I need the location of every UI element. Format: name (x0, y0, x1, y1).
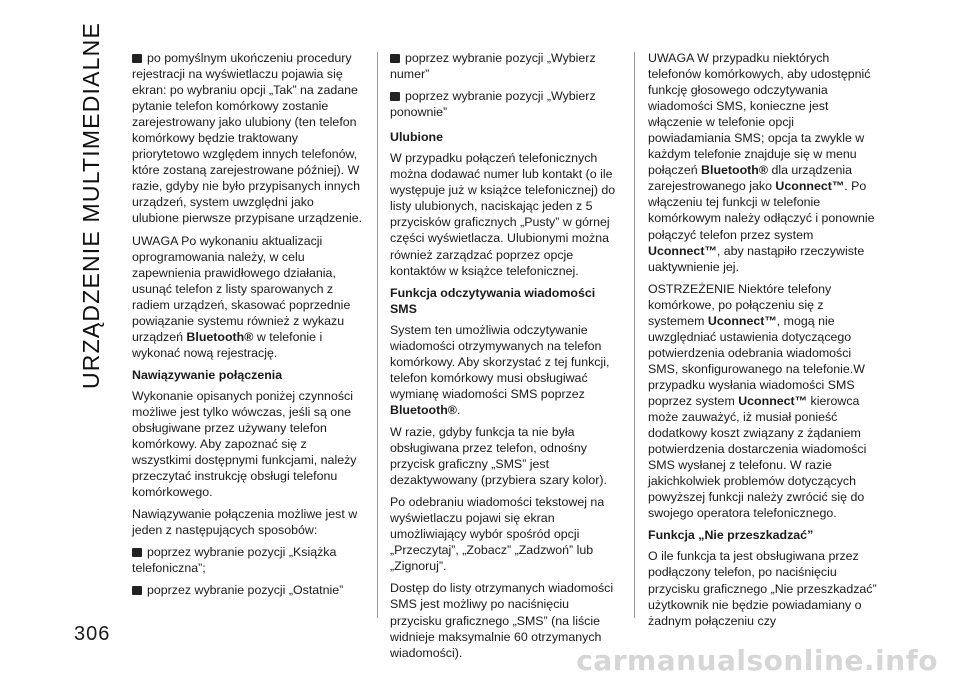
column-divider (377, 52, 378, 618)
heading-calls: Nawiązywanie połączenia (132, 367, 283, 382)
paragraph: OSTRZEŻENIE Niektóre telefony komórkowe, po połączeniu się z systemem Uconnect™, mogą nie uwzględniać ustawienia dotyczącego potwierdzenia odebrania wiadomości SMS, skonfigurowanego na telefonie.W przypadku wysłania wiadomości SMS poprzez system Uconnect™ kierowca może zauważyć, iż musiał ponieść dodatkowy koszt związany z żądaniem potwierdzenia dostarczenia wiadomości SMS wysłanej z telefonu. W razie jakichkolwiek problemów dotyczących powyższej funkcji należy zwrócić się do swojego operatora telefonicznego. (648, 281, 867, 521)
paragraph: W przypadku połączeń telefonicznych można dodawać numer lub kontakt (o ile występuje już w książce telefonicznej) do listy ulubionych, naciskając jeden z 5 przycisków graficznych „Pusty” w górnej części wyświetlacza. Ulubionymi można również zarządzać poprzez opcje kontaktów w książce telefonicznej. (390, 151, 616, 278)
bullet-square-icon (132, 548, 142, 557)
bullet-item: poprzez wybranie pozycji „Wybierz ponownie” (390, 89, 596, 120)
paragraph: UWAGA W przypadku niektórych telefonów komórkowych, aby udostępnić funkcję głosowego odczytywania wiadomości SMS, konieczne jest włączenie w telefonie opcji powiadamiania SMS; opcja ta zwykle w każdym telefonie znajduje się w menu połączeń Bluetooth® dla urządzenia zarejestrowanego jako Uconnect™. Po włączeniu tej funkcji w telefonie komórkowym należy odłączyć i ponownie połączyć telefon przez system Uconnect™, aby nastąpiło rzeczywiste uaktywnienie jej. (648, 51, 875, 274)
paragraph: System ten umożliwia odczytywanie wiadomości otrzymywanych na telefon komórkowy. Aby skorzystać z tej funkcji, telefon komórkowy musi obsługiwać wymianę wiadomości SMS poprzez Bluetooth®. (390, 322, 610, 417)
paragraph: O ile funkcja ta jest obsługiwana przez podłączony telefon, po naciśnięciu przycisku graficznego „Nie przeszkadzać” użytkownik nie będzie powiadamiany o żadnym połączeniu czy (648, 549, 877, 628)
column-divider (634, 52, 635, 618)
paragraph: Nawiązywanie połączenia możliwe jest w jeden z następujących sposobów: (132, 507, 358, 538)
bullet-item: poprzez wybranie pozycji „Książka telefoniczna”; (132, 545, 337, 576)
column-1 (132, 50, 364, 605)
bullet-square-icon (390, 54, 400, 63)
column-2 (390, 50, 622, 667)
paragraph: W razie, gdyby funkcja ta nie była obsługiwana przez telefon, odnośny przycisk graficzny „SMS” jest dezaktywowany (przybiera szary kolor). (390, 424, 607, 488)
bullet-square-icon (390, 92, 400, 101)
paragraph: Po odebraniu wiadomości tekstowej na wyświetlaczu pojawi się ekran umożliwiający wybór spośród opcji „Przeczytaj”, „Zobacz” „Zadzwoń” lub „Zignoruj”. (390, 495, 605, 574)
bullet-item: poprzez wybranie pozycji „Wybierz numer” (390, 51, 596, 82)
section-title (62, 21, 122, 389)
paragraph: Dostęp do listy otrzymanych wiadomości SMS jest możliwy po naciśnięciu przycisku graficznego „SMS” (na liście widnieje maksymalnie 60 otrzymanych wiadomości). (390, 581, 614, 660)
column-3 (648, 50, 880, 635)
bullet-square-icon (132, 54, 142, 63)
bullet-item: poprzez wybranie pozycji „Ostatnie” (132, 582, 364, 598)
heading-do-not-disturb: Funkcja „Nie przeszkadzać” (648, 528, 814, 543)
page-number: 306 (74, 623, 111, 645)
heading-favourites: Ulubione (390, 130, 443, 145)
heading-sms-reader: Funkcja odczytywania wiadomości SMS (390, 285, 596, 316)
section-title-text: URZĄDZENIE MULTIMEDIALNE (78, 21, 105, 389)
bullet-item: po pomyślnym ukończeniu procedury rejestracji na wyświetlaczu pojawia się ekran: po wybraniu opcji „Tak” na zadane pytanie telefon komórkowy zostanie zarejestrowany jako ulubiony (ten telefon komórkowy będzie traktowany priorytetowo względem innych telefonów, które zostaną zarejestrowane później). W razie, gdyby nie było przypisanych innych urządzeń, system uwzględni jako ulubione pierwsze przypisane urządzenie. (132, 51, 363, 226)
watermark: carmanualsonline.info (576, 644, 938, 677)
paragraph: UWAGA Po wykonaniu aktualizacji oprogramowania należy, w celu zapewnienia prawidłowego działania, usunąć telefon z listy sparowanych z radiem urządzeń, skasować poprzednie powiązanie systemu również z wykazu urządzeń Bluetooth® w telefonie i wykonać nową rejestrację. (132, 233, 351, 360)
paragraph: Wykonanie opisanych poniżej czynności możliwe jest tylko wówczas, jeśli są one obsługiwane przez używany telefon komórkowy. Aby zapoznać się z wszystkimi dostępnymi funkcjami, należy przeczytać instrukcję obsługi telefonu komórkowego. (132, 388, 357, 500)
bullet-square-icon (132, 586, 142, 595)
